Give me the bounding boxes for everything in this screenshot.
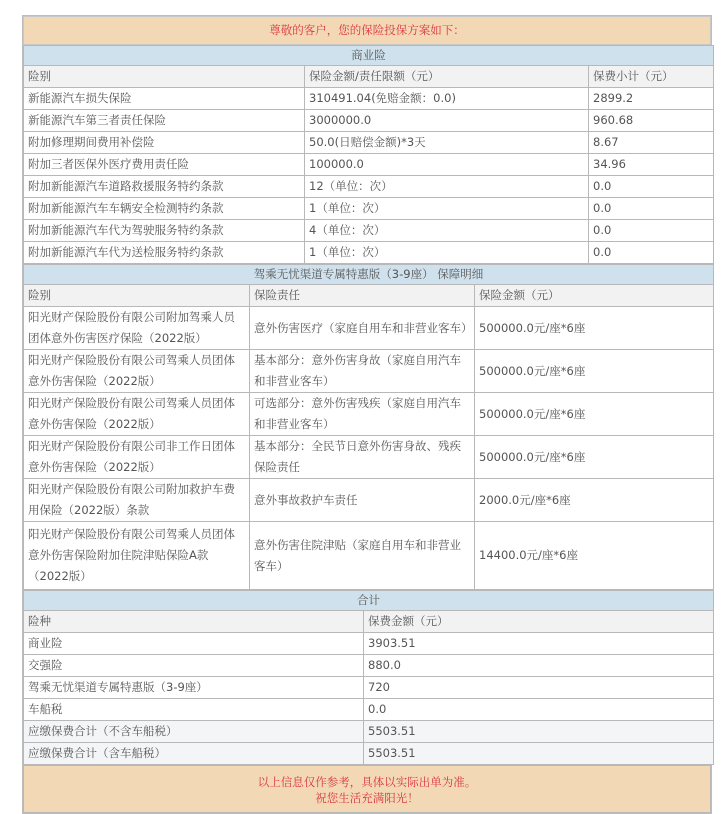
footer-disclaimer: 以上信息仅作参考，具体以实际出单为准。 [257, 775, 477, 789]
footer-note [24, 766, 711, 813]
total-item-name: 应缴保费合计（不含车船税） [24, 721, 364, 743]
coverage-liability: 可选部分：意外伤害残疾（家庭自用汽车和非营业客车） [250, 393, 475, 436]
footer-wish: 祝您生活充满阳光！ [315, 791, 419, 805]
coverage-liability: 意外伤害医疗（家庭自用车和非营业客车） [250, 307, 475, 350]
coverage-liability: 意外伤害住院津贴（家庭自用车和非营业客车） [250, 522, 475, 590]
table-row [24, 176, 714, 198]
table-row [24, 436, 714, 479]
column-header: 保费小计（元） [589, 66, 714, 88]
coverage-amount: 500000.0元/座*6座 [475, 436, 714, 479]
coverage-name: 阳光财产保险股份有限公司驾乘人员团体意外伤害保险（2022版） [24, 350, 250, 393]
coverage-premium: 960.68 [589, 110, 714, 132]
total-item-amount: 880.0 [364, 655, 714, 677]
coverage-name: 附加新能源汽车车辆安全检测特约条款 [24, 198, 305, 220]
table-row [24, 655, 714, 677]
coverage-liability: 基本部分：全民节日意外伤害身故、残疾保险责任 [250, 436, 475, 479]
coverage-amount: 50.0(日赔偿金额)*3天 [305, 132, 589, 154]
coverage-name: 附加新能源汽车代为送检服务特约条款 [24, 242, 305, 264]
coverage-premium: 8.67 [589, 132, 714, 154]
table-row [24, 721, 714, 743]
coverage-name: 阳光财产保险股份有限公司驾乘人员团体意外伤害保险（2022版） [24, 393, 250, 436]
section-title-total: 合计 [24, 591, 714, 611]
table-row [24, 393, 714, 436]
table-row [24, 350, 714, 393]
table-row [24, 242, 714, 264]
table-row [24, 132, 714, 154]
table-row [24, 743, 714, 765]
coverage-premium: 2899.2 [589, 88, 714, 110]
total-item-amount: 5503.51 [364, 721, 714, 743]
coverage-name: 阳光财产保险股份有限公司驾乘人员团体意外伤害保险附加住院津贴保险A款（2022版） [24, 522, 250, 590]
column-header: 保费金额（元） [364, 611, 714, 633]
coverage-amount: 3000000.0 [305, 110, 589, 132]
table-row [24, 307, 714, 350]
coverage-amount: 1（单位：次） [305, 198, 589, 220]
table-row [24, 220, 714, 242]
total-item-amount: 0.0 [364, 699, 714, 721]
table-header-row [24, 66, 714, 88]
coverage-name: 附加三者医保外医疗费用责任险 [24, 154, 305, 176]
coverage-amount: 500000.0元/座*6座 [475, 307, 714, 350]
coverage-amount: 1（单位：次） [305, 242, 589, 264]
total-table [23, 590, 714, 765]
greeting-banner: 尊敬的客户，您的保险投保方案如下： [24, 17, 711, 45]
coverage-name: 附加新能源汽车道路救援服务特约条款 [24, 176, 305, 198]
column-header: 险种 [24, 611, 364, 633]
total-item-name: 交强险 [24, 655, 364, 677]
coverage-name: 阳光财产保险股份有限公司附加救护车费用保险（2022版）条款 [24, 479, 250, 522]
coverage-liability: 基本部分：意外伤害身故（家庭自用汽车和非营业客车） [250, 350, 475, 393]
coverage-name: 附加新能源汽车代为驾驶服务特约条款 [24, 220, 305, 242]
column-header: 保险金额（元） [475, 285, 714, 307]
table-row [24, 633, 714, 655]
insurance-quote-table [22, 15, 712, 814]
total-item-amount: 720 [364, 677, 714, 699]
table-row [24, 88, 714, 110]
table-row [24, 479, 714, 522]
table-row [24, 522, 714, 590]
total-item-name: 驾乘无忧渠道专属特惠版（3-9座） [24, 677, 364, 699]
column-header: 保险金额/责任限额（元） [305, 66, 589, 88]
coverage-premium: 34.96 [589, 154, 714, 176]
section-title-accident: 驾乘无忧渠道专属特惠版（3-9座） 保障明细 [24, 265, 714, 285]
coverage-amount: 14400.0元/座*6座 [475, 522, 714, 590]
coverage-premium: 0.0 [589, 198, 714, 220]
coverage-amount: 100000.0 [305, 154, 589, 176]
coverage-amount: 4（单位：次） [305, 220, 589, 242]
coverage-amount: 500000.0元/座*6座 [475, 350, 714, 393]
coverage-premium: 0.0 [589, 176, 714, 198]
coverage-premium: 0.0 [589, 242, 714, 264]
table-row [24, 110, 714, 132]
coverage-amount: 2000.0元/座*6座 [475, 479, 714, 522]
coverage-liability: 意外事故救护车责任 [250, 479, 475, 522]
total-item-name: 车船税 [24, 699, 364, 721]
total-item-name: 应缴保费合计（含车船税） [24, 743, 364, 765]
column-header: 保险责任 [250, 285, 475, 307]
total-item-amount: 5503.51 [364, 743, 714, 765]
coverage-premium: 0.0 [589, 220, 714, 242]
table-row [24, 677, 714, 699]
coverage-name: 新能源汽车损失保险 [24, 88, 305, 110]
coverage-name: 附加修理期间费用补偿险 [24, 132, 305, 154]
table-row [24, 154, 714, 176]
table-row [24, 699, 714, 721]
coverage-amount: 500000.0元/座*6座 [475, 393, 714, 436]
section-title-commercial: 商业险 [24, 46, 714, 66]
total-item-amount: 3903.51 [364, 633, 714, 655]
coverage-amount: 12（单位：次） [305, 176, 589, 198]
greeting-banner-table [23, 16, 711, 45]
commercial-insurance-table [23, 45, 714, 264]
table-header-row [24, 285, 714, 307]
coverage-amount: 310491.04(免赔金额：0.0) [305, 88, 589, 110]
table-header-row [24, 611, 714, 633]
coverage-name: 阳光财产保险股份有限公司附加驾乘人员团体意外伤害医疗保险（2022版） [24, 307, 250, 350]
footer-table [23, 765, 711, 813]
coverage-name: 阳光财产保险股份有限公司非工作日团体意外伤害保险（2022版） [24, 436, 250, 479]
table-row [24, 198, 714, 220]
accident-insurance-table [23, 264, 714, 590]
column-header: 险别 [24, 285, 250, 307]
coverage-name: 新能源汽车第三者责任保险 [24, 110, 305, 132]
total-item-name: 商业险 [24, 633, 364, 655]
column-header: 险别 [24, 66, 305, 88]
